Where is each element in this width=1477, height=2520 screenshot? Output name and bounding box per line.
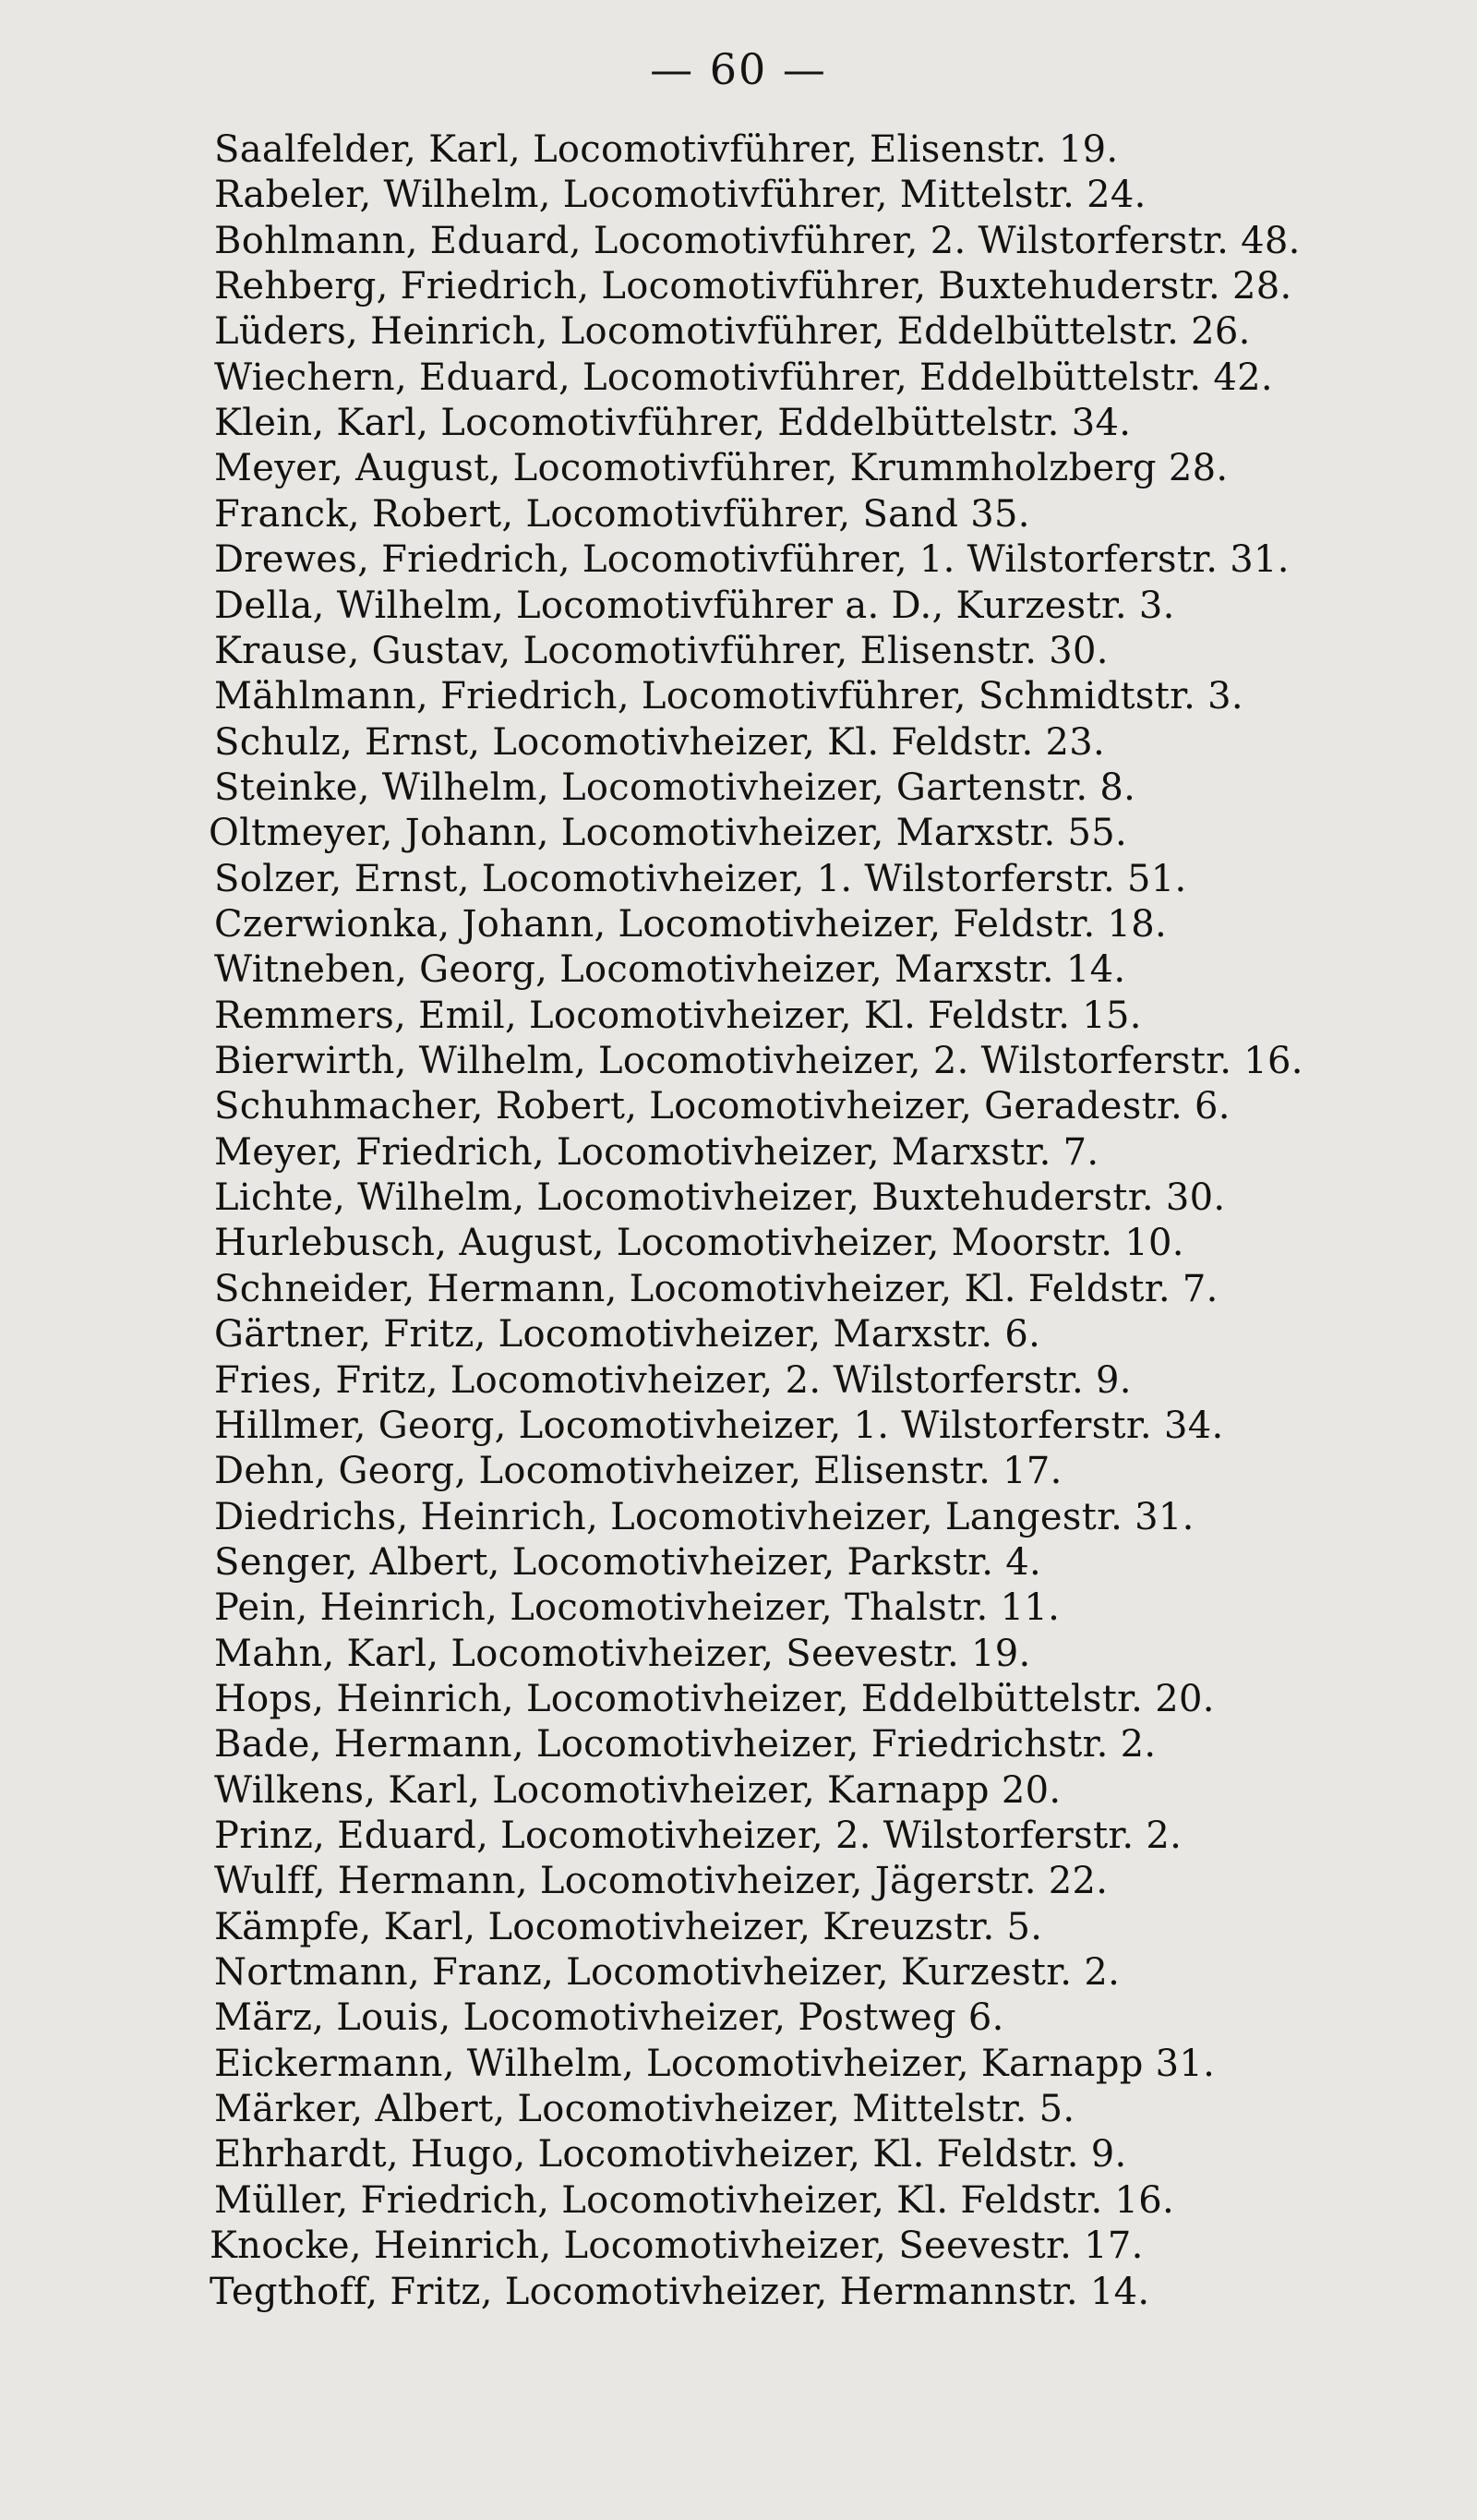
directory-entry: Ehrhardt, Hugo, Locomotivheizer, Kl. Feldstr. 9. (214, 2133, 1127, 2176)
directory-entry: März, Louis, Locomotivheizer, Postweg 6. (214, 1996, 1004, 2040)
directory-entry: Hops, Heinrich, Locomotivheizer, Eddelbüttelstr. 20. (214, 1677, 1215, 1720)
directory-entry: Senger, Albert, Locomotivheizer, Parkstr. 4. (214, 1540, 1042, 1584)
directory-entry: Lüders, Heinrich, Locomotivführer, Eddelbüttelstr. 26. (214, 310, 1251, 354)
directory-entry: Franck, Robert, Locomotivführer, Sand 35. (214, 492, 1030, 536)
directory-entry: Diedrichs, Heinrich, Locomotivheizer, Langestr. 31. (214, 1495, 1195, 1538)
directory-entry: Wulff, Hermann, Locomotivheizer, Jägerstr. 22. (214, 1860, 1109, 1903)
directory-entry: Schneider, Hermann, Locomotivheizer, Kl. Feldstr. 7. (214, 1267, 1219, 1310)
directory-entry: Bohlmann, Eduard, Locomotivführer, 2. Wilstorferstr. 48. (214, 219, 1301, 262)
directory-entry: Dehn, Georg, Locomotivheizer, Elisenstr. 17. (214, 1450, 1063, 1493)
directory-entry: Pein, Heinrich, Locomotivheizer, Thalstr. 11. (214, 1586, 1061, 1630)
directory-entry: Lichte, Wilhelm, Locomotivheizer, Buxtehuderstr. 30. (214, 1176, 1226, 1219)
directory-entry: Eickermann, Wilhelm, Locomotivheizer, Karnapp 31. (214, 2042, 1216, 2085)
directory-entry: Klein, Karl, Locomotivführer, Eddelbüttelstr. 34. (214, 402, 1132, 445)
directory-entry: Meyer, August, Locomotivführer, Krummholzberg 28. (214, 447, 1229, 490)
directory-entry: Bierwirth, Wilhelm, Locomotivheizer, 2. Wilstorferstr. 16. (214, 1040, 1303, 1082)
directory-entry: Saalfelder, Karl, Locomotivführer, Elisenstr. 19. (214, 128, 1119, 171)
directory-entry: Fries, Fritz, Locomotivheizer, 2. Wilstorferstr. 9. (214, 1358, 1132, 1402)
directory-entry: Oltmeyer, Johann, Locomotivheizer, Marxstr. 55. (209, 812, 1128, 855)
directory-entry: Meyer, Friedrich, Locomotivheizer, Marxstr. 7. (214, 1130, 1099, 1174)
directory-entry: Hillmer, Georg, Locomotivheizer, 1. Wilstorferstr. 34. (214, 1404, 1224, 1447)
directory-entry: Solzer, Ernst, Locomotivheizer, 1. Wilstorferstr. 51. (214, 857, 1187, 900)
directory-entry: Bade, Hermann, Locomotivheizer, Friedrichstr. 2. (214, 1723, 1157, 1766)
directory-entry: Prinz, Eduard, Locomotivheizer, 2. Wilstorferstr. 2. (214, 1815, 1183, 1857)
directory-entry: Drewes, Friedrich, Locomotivführer, 1. Wilstorferstr. 31. (214, 538, 1290, 582)
directory-entry: Wilkens, Karl, Locomotivheizer, Karnapp 20. (214, 1768, 1062, 1812)
directory-entry: Nortmann, Franz, Locomotivheizer, Kurzestr. 2. (214, 1951, 1121, 1994)
directory-entry: Hurlebusch, August, Locomotivheizer, Moorstr. 10. (214, 1222, 1184, 1265)
page-number: — 60 — (650, 44, 827, 94)
directory-entry: Steinke, Wilhelm, Locomotivheizer, Gartenstr. 8. (214, 766, 1136, 809)
directory-entry: Krause, Gustav, Locomotivführer, Elisenstr. 30. (214, 629, 1109, 672)
directory-entry: Tegthoff, Fritz, Locomotivheizer, Hermannstr. 14. (210, 2270, 1150, 2313)
directory-entry: Della, Wilhelm, Locomotivführer a. D., Kurzestr. 3. (214, 584, 1175, 627)
directory-entry: Remmers, Emil, Locomotivheizer, Kl. Feldstr. 15. (214, 994, 1142, 1037)
directory-entry: Müller, Friedrich, Locomotivheizer, Kl. Feldstr. 16. (214, 2178, 1175, 2222)
directory-entry: Witneben, Georg, Locomotivheizer, Marxstr. 14. (214, 948, 1126, 992)
directory-entry: Mählmann, Friedrich, Locomotivführer, Schmidtstr. 3. (214, 675, 1243, 718)
directory-entry: Mahn, Karl, Locomotivheizer, Seevestr. 19. (214, 1632, 1031, 1675)
directory-entry: Czerwionka, Johann, Locomotivheizer, Feldstr. 18. (214, 903, 1167, 946)
directory-entry: Schuhmacher, Robert, Locomotivheizer, Geradestr. 6. (214, 1085, 1231, 1128)
directory-entry: Gärtner, Fritz, Locomotivheizer, Marxstr. 6. (214, 1313, 1041, 1356)
directory-entry: Schulz, Ernst, Locomotivheizer, Kl. Feldstr. 23. (214, 720, 1105, 764)
directory-entry: Wiechern, Eduard, Locomotivführer, Eddelbüttelstr. 42. (214, 356, 1273, 399)
directory-entry: Kämpfe, Karl, Locomotivheizer, Kreuzstr. 5. (214, 1905, 1043, 1948)
directory-entry: Märker, Albert, Locomotivheizer, Mittelstr. 5. (214, 2088, 1075, 2131)
directory-entry: Rehberg, Friedrich, Locomotivführer, Buxtehuderstr. 28. (214, 265, 1292, 308)
directory-entry: Knocke, Heinrich, Locomotivheizer, Seevestr. 17. (210, 2225, 1144, 2268)
directory-entry: Rabeler, Wilhelm, Locomotivführer, Mittelstr. 24. (214, 174, 1147, 217)
